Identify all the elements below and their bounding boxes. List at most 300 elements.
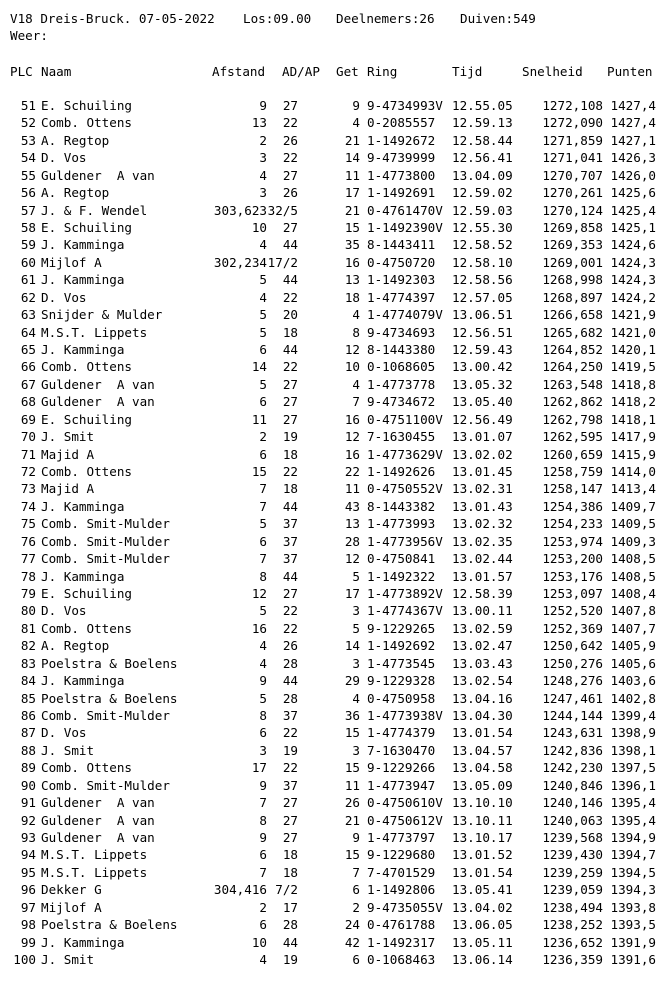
cell-naam: Guldener A van bbox=[41, 812, 155, 828]
deelnemers-count: Deelnemers:26 bbox=[336, 11, 435, 26]
cell-tijd: 12.56.49 bbox=[452, 411, 513, 427]
cell-plc: 55 bbox=[20, 167, 36, 183]
cell-ring: 7-1630470 bbox=[367, 742, 436, 758]
cell-afstand: 8 bbox=[259, 812, 267, 828]
cell-afstand: 3 bbox=[259, 185, 267, 201]
cell-punten: 1424,3 bbox=[610, 254, 656, 270]
cell-tijd: 13.04.30 bbox=[452, 708, 513, 724]
cell-ring: 0-1068463 bbox=[367, 952, 436, 968]
cell-tijd: 13.06.05 bbox=[452, 917, 513, 933]
cell-adap: 32/5 bbox=[267, 202, 298, 218]
cell-naam: Poelstra & Boelens bbox=[41, 690, 178, 706]
column-header bbox=[0, 63, 670, 80]
table-row bbox=[0, 358, 670, 375]
cell-naam: J. Kamminga bbox=[41, 342, 125, 358]
cell-snelheid: 1272,090 bbox=[542, 115, 603, 131]
cell-plc: 61 bbox=[20, 272, 36, 288]
cell-naam: J. Kamminga bbox=[41, 237, 125, 253]
cell-ring: 0-4751100V bbox=[367, 411, 443, 427]
cell-tijd: 13.04.57 bbox=[452, 742, 513, 758]
cell-adap: 27 bbox=[282, 411, 298, 427]
cell-afstand: 303,623 bbox=[213, 202, 267, 218]
cell-plc: 64 bbox=[20, 324, 36, 340]
cell-adap: 18 bbox=[282, 324, 298, 340]
cell-naam: Comb. Ottens bbox=[41, 464, 132, 480]
cell-plc: 71 bbox=[20, 446, 36, 462]
table-row bbox=[0, 236, 670, 253]
table-row bbox=[0, 794, 670, 811]
cell-plc: 62 bbox=[20, 289, 36, 305]
cell-tijd: 12.56.51 bbox=[452, 324, 513, 340]
cell-afstand: 6 bbox=[259, 394, 267, 410]
cell-ring: 1-4773956V bbox=[367, 533, 443, 549]
cell-ring: 1-4774079V bbox=[367, 307, 443, 323]
cell-adap: 26 bbox=[282, 132, 298, 148]
cell-snelheid: 1262,862 bbox=[542, 394, 603, 410]
cell-ring: 1-4774397 bbox=[367, 289, 436, 305]
cell-snelheid: 1264,852 bbox=[542, 342, 603, 358]
cell-ring: 8-1443411 bbox=[367, 237, 436, 253]
cell-afstand: 8 bbox=[259, 568, 267, 584]
cell-naam: J. Smit bbox=[41, 429, 95, 445]
cell-get: 16 bbox=[344, 254, 360, 270]
cell-punten: 1424,2 bbox=[610, 289, 656, 305]
cell-naam: Mijlof A bbox=[41, 899, 102, 915]
cell-adap: 17 bbox=[282, 899, 298, 915]
cell-get: 17 bbox=[344, 185, 360, 201]
cell-ring: 1-1492322 bbox=[367, 568, 436, 584]
cell-naam: E. Schuiling bbox=[41, 586, 132, 602]
cell-snelheid: 1254,233 bbox=[542, 516, 603, 532]
cell-tijd: 13.05.32 bbox=[452, 376, 513, 392]
cell-tijd: 13.01.07 bbox=[452, 429, 513, 445]
cell-snelheid: 1236,359 bbox=[542, 952, 603, 968]
cell-snelheid: 1239,059 bbox=[542, 882, 603, 898]
cell-get: 14 bbox=[344, 638, 360, 654]
cell-snelheid: 1268,998 bbox=[542, 272, 603, 288]
cell-ring: 1-1492692 bbox=[367, 638, 436, 654]
table-row bbox=[0, 132, 670, 149]
cell-punten: 1414,0 bbox=[610, 464, 656, 480]
cell-naam: Snijder & Mulder bbox=[41, 307, 163, 323]
cell-afstand: 8 bbox=[259, 708, 267, 724]
cell-get: 29 bbox=[344, 673, 360, 689]
cell-snelheid: 1253,097 bbox=[542, 586, 603, 602]
cell-snelheid: 1271,041 bbox=[542, 150, 603, 166]
cell-plc: 75 bbox=[20, 516, 36, 532]
cell-snelheid: 1242,230 bbox=[542, 760, 603, 776]
cell-afstand: 14 bbox=[251, 359, 267, 375]
col-plc: PLC bbox=[10, 64, 33, 79]
cell-ring: 8-1443380 bbox=[367, 342, 436, 358]
cell-naam: Comb. Smit-Mulder bbox=[41, 777, 170, 793]
cell-adap: 18 bbox=[282, 481, 298, 497]
cell-punten: 1398,9 bbox=[610, 725, 656, 741]
cell-punten: 1391,6 bbox=[610, 952, 656, 968]
table-row bbox=[0, 202, 670, 219]
cell-get: 3 bbox=[352, 742, 360, 758]
cell-adap: 44 bbox=[282, 568, 298, 584]
cell-ring: 1-4773993 bbox=[367, 516, 436, 532]
cell-tijd: 13.05.11 bbox=[452, 934, 513, 950]
cell-adap: 7/2 bbox=[275, 882, 298, 898]
cell-afstand: 304,416 bbox=[213, 882, 267, 898]
cell-punten: 1405,6 bbox=[610, 655, 656, 671]
cell-afstand: 6 bbox=[259, 725, 267, 741]
cell-ring: 1-1492806 bbox=[367, 882, 436, 898]
cell-ring: 0-4750720 bbox=[367, 254, 436, 270]
cell-snelheid: 1239,259 bbox=[542, 864, 603, 880]
cell-adap: 19 bbox=[282, 429, 298, 445]
cell-snelheid: 1264,250 bbox=[542, 359, 603, 375]
cell-adap: 26 bbox=[282, 185, 298, 201]
cell-adap: 22 bbox=[282, 725, 298, 741]
cell-plc: 74 bbox=[20, 498, 36, 514]
cell-afstand: 2 bbox=[259, 429, 267, 445]
cell-tijd: 13.02.32 bbox=[452, 516, 513, 532]
cell-ring: 0-4750841 bbox=[367, 551, 436, 567]
cell-ring: 9-1229680 bbox=[367, 847, 436, 863]
cell-ring: 9-4734672 bbox=[367, 394, 436, 410]
cell-snelheid: 1265,682 bbox=[542, 324, 603, 340]
cell-adap: 17/2 bbox=[267, 254, 298, 270]
cell-punten: 1409,3 bbox=[610, 533, 656, 549]
cell-adap: 19 bbox=[282, 952, 298, 968]
cell-punten: 1395,4 bbox=[610, 795, 656, 811]
cell-adap: 37 bbox=[282, 516, 298, 532]
cell-naam: Guldener A van bbox=[41, 394, 155, 410]
cell-get: 22 bbox=[344, 464, 360, 480]
table-row bbox=[0, 951, 670, 968]
cell-plc: 96 bbox=[20, 882, 36, 898]
cell-snelheid: 1242,836 bbox=[542, 742, 603, 758]
cell-snelheid: 1238,494 bbox=[542, 899, 603, 915]
table-row bbox=[0, 742, 670, 759]
cell-adap: 27 bbox=[282, 376, 298, 392]
table-row bbox=[0, 271, 670, 288]
cell-get: 8 bbox=[352, 324, 360, 340]
cell-afstand: 7 bbox=[259, 481, 267, 497]
cell-adap: 27 bbox=[282, 830, 298, 846]
cell-tijd: 13.06.51 bbox=[452, 307, 513, 323]
cell-snelheid: 1263,548 bbox=[542, 376, 603, 392]
cell-afstand: 7 bbox=[259, 795, 267, 811]
cell-naam: Mijlof A bbox=[41, 254, 102, 270]
cell-afstand: 6 bbox=[259, 847, 267, 863]
cell-snelheid: 1254,386 bbox=[542, 498, 603, 514]
cell-punten: 1408,4 bbox=[610, 586, 656, 602]
cell-tijd: 13.02.35 bbox=[452, 533, 513, 549]
cell-ring: 1-1492691 bbox=[367, 185, 436, 201]
cell-adap: 28 bbox=[282, 655, 298, 671]
col-afstand: Afstand bbox=[212, 64, 266, 79]
cell-punten: 1396,1 bbox=[610, 777, 656, 793]
cell-tijd: 13.01.54 bbox=[452, 725, 513, 741]
cell-adap: 44 bbox=[282, 934, 298, 950]
cell-ring: 0-4750610V bbox=[367, 795, 443, 811]
cell-punten: 1415,9 bbox=[610, 446, 656, 462]
cell-get: 26 bbox=[344, 795, 360, 811]
cell-snelheid: 1270,261 bbox=[542, 185, 603, 201]
cell-get: 11 bbox=[344, 167, 360, 183]
cell-naam: Guldener A van bbox=[41, 376, 155, 392]
cell-afstand: 6 bbox=[259, 917, 267, 933]
table-row bbox=[0, 934, 670, 951]
cell-get: 15 bbox=[344, 220, 360, 235]
cell-adap: 22 bbox=[282, 620, 298, 636]
table-row bbox=[0, 219, 670, 236]
cell-ring: 0-2085557 bbox=[367, 115, 436, 131]
cell-get: 9 bbox=[352, 98, 360, 113]
cell-snelheid: 1270,707 bbox=[542, 167, 603, 183]
cell-snelheid: 1236,652 bbox=[542, 934, 603, 950]
cell-get: 7 bbox=[352, 864, 360, 880]
cell-snelheid: 1248,276 bbox=[542, 673, 603, 689]
cell-ring: 1-4774367V bbox=[367, 603, 443, 619]
cell-snelheid: 1270,124 bbox=[542, 202, 603, 218]
cell-adap: 18 bbox=[282, 864, 298, 880]
cell-snelheid: 1250,276 bbox=[542, 655, 603, 671]
cell-adap: 18 bbox=[282, 847, 298, 863]
cell-snelheid: 1272,108 bbox=[542, 98, 603, 113]
cell-plc: 88 bbox=[20, 742, 36, 758]
cell-get: 6 bbox=[352, 952, 360, 968]
table-row bbox=[0, 533, 670, 550]
cell-ring: 1-4773778 bbox=[367, 376, 436, 392]
cell-tijd: 13.10.17 bbox=[452, 830, 513, 846]
table-row bbox=[0, 637, 670, 654]
cell-tijd: 13.02.47 bbox=[452, 638, 513, 654]
cell-adap: 44 bbox=[282, 342, 298, 358]
cell-plc: 72 bbox=[20, 464, 36, 480]
cell-naam: Poelstra & Boelens bbox=[41, 917, 178, 933]
cell-tijd: 13.02.59 bbox=[452, 620, 513, 636]
cell-punten: 1403,6 bbox=[610, 673, 656, 689]
table-row bbox=[0, 289, 670, 306]
cell-punten: 1418,1 bbox=[610, 411, 656, 427]
cell-punten: 1425,6 bbox=[610, 185, 656, 201]
table-row bbox=[0, 184, 670, 201]
col-adap: AD/AP bbox=[282, 64, 320, 79]
cell-afstand: 16 bbox=[251, 620, 267, 636]
cell-ring: 8-1443382 bbox=[367, 498, 436, 514]
cell-tijd: 13.06.14 bbox=[452, 952, 513, 968]
cell-naam: Guldener A van bbox=[41, 795, 155, 811]
cell-tijd: 13.04.02 bbox=[452, 899, 513, 915]
cell-get: 4 bbox=[352, 376, 360, 392]
cell-get: 15 bbox=[344, 725, 360, 741]
col-get: Get bbox=[336, 64, 359, 79]
cell-plc: 92 bbox=[20, 812, 36, 828]
cell-punten: 1418,8 bbox=[610, 376, 656, 392]
cell-plc: 58 bbox=[20, 220, 36, 235]
cell-ring: 0-4750552V bbox=[367, 481, 443, 497]
cell-ring: 1-1492390V bbox=[367, 220, 443, 235]
cell-tijd: 12.58.44 bbox=[452, 132, 513, 148]
cell-get: 36 bbox=[344, 708, 360, 724]
cell-snelheid: 1260,659 bbox=[542, 446, 603, 462]
cell-adap: 19 bbox=[282, 742, 298, 758]
cell-tijd: 12.55.05 bbox=[452, 98, 513, 113]
cell-naam: Comb. Ottens bbox=[41, 620, 132, 636]
cell-adap: 37 bbox=[282, 533, 298, 549]
cell-naam: J. Kamminga bbox=[41, 568, 125, 584]
cell-tijd: 13.01.57 bbox=[452, 568, 513, 584]
cell-naam: Majid A bbox=[41, 446, 95, 462]
cell-ring: 0-4750612V bbox=[367, 812, 443, 828]
cell-punten: 1419,5 bbox=[610, 359, 656, 375]
cell-naam: A. Regtop bbox=[41, 185, 110, 201]
cell-naam: M.S.T. Lippets bbox=[41, 324, 148, 340]
cell-punten: 1399,4 bbox=[610, 708, 656, 724]
cell-afstand: 6 bbox=[259, 446, 267, 462]
cell-plc: 84 bbox=[20, 673, 36, 689]
cell-adap: 22 bbox=[282, 760, 298, 776]
cell-snelheid: 1252,520 bbox=[542, 603, 603, 619]
cell-get: 3 bbox=[352, 603, 360, 619]
cell-ring: 1-1492672 bbox=[367, 132, 436, 148]
cell-adap: 37 bbox=[282, 708, 298, 724]
cell-naam: A. Regtop bbox=[41, 132, 110, 148]
table-row bbox=[0, 341, 670, 358]
cell-afstand: 302,234 bbox=[213, 254, 267, 270]
cell-tijd: 12.59.03 bbox=[452, 202, 513, 218]
cell-plc: 60 bbox=[20, 254, 36, 270]
cell-naam: J. Smit bbox=[41, 742, 95, 758]
cell-tijd: 12.56.41 bbox=[452, 150, 513, 166]
cell-snelheid: 1253,176 bbox=[542, 568, 603, 584]
cell-get: 12 bbox=[344, 551, 360, 567]
cell-punten: 1395,4 bbox=[610, 812, 656, 828]
cell-plc: 95 bbox=[20, 864, 36, 880]
cell-ring: 9-4735055V bbox=[367, 899, 443, 915]
cell-plc: 99 bbox=[20, 934, 36, 950]
cell-plc: 81 bbox=[20, 620, 36, 636]
cell-afstand: 11 bbox=[251, 411, 267, 427]
cell-tijd: 12.59.43 bbox=[452, 342, 513, 358]
cell-tijd: 13.02.02 bbox=[452, 446, 513, 462]
cell-punten: 1425,1 bbox=[610, 220, 656, 235]
cell-punten: 1426,0 bbox=[610, 167, 656, 183]
cell-get: 4 bbox=[352, 690, 360, 706]
col-snelheid: Snelheid bbox=[522, 64, 583, 79]
cell-plc: 66 bbox=[20, 359, 36, 375]
cell-ring: 1-4773545 bbox=[367, 655, 436, 671]
cell-adap: 20 bbox=[282, 307, 298, 323]
col-tijd: Tijd bbox=[452, 64, 483, 79]
cell-adap: 28 bbox=[282, 917, 298, 933]
cell-tijd: 13.01.52 bbox=[452, 847, 513, 863]
cell-afstand: 5 bbox=[259, 516, 267, 532]
cell-adap: 22 bbox=[282, 150, 298, 166]
cell-get: 13 bbox=[344, 272, 360, 288]
cell-punten: 1408,5 bbox=[610, 568, 656, 584]
cell-adap: 18 bbox=[282, 446, 298, 462]
table-row bbox=[0, 114, 670, 131]
table-row bbox=[0, 97, 670, 114]
table-row bbox=[0, 428, 670, 445]
cell-snelheid: 1243,631 bbox=[542, 725, 603, 741]
cell-plc: 65 bbox=[20, 342, 36, 358]
cell-tijd: 13.04.09 bbox=[452, 167, 513, 183]
table-row bbox=[0, 376, 670, 393]
cell-tijd: 13.10.11 bbox=[452, 812, 513, 828]
cell-punten: 1421,0 bbox=[610, 324, 656, 340]
cell-get: 17 bbox=[344, 586, 360, 602]
table-row bbox=[0, 306, 670, 323]
cell-ring: 1-1492317 bbox=[367, 934, 436, 950]
cell-afstand: 10 bbox=[251, 220, 267, 235]
cell-ring: 7-1630455 bbox=[367, 429, 436, 445]
cell-get: 15 bbox=[344, 847, 360, 863]
cell-afstand: 5 bbox=[259, 690, 267, 706]
cell-naam: Guldener A van bbox=[41, 830, 155, 846]
cell-ring: 1-4773938V bbox=[367, 708, 443, 724]
cell-plc: 57 bbox=[20, 202, 36, 218]
cell-adap: 22 bbox=[282, 464, 298, 480]
cell-naam: A. Regtop bbox=[41, 638, 110, 654]
cell-naam: D. Vos bbox=[41, 725, 87, 741]
cell-tijd: 13.03.43 bbox=[452, 655, 513, 671]
cell-ring: 1-4773800 bbox=[367, 167, 436, 183]
cell-plc: 82 bbox=[20, 638, 36, 654]
cell-afstand: 2 bbox=[259, 899, 267, 915]
cell-ring: 1-4773947 bbox=[367, 777, 436, 793]
cell-punten: 1421,9 bbox=[610, 307, 656, 323]
cell-tijd: 13.02.44 bbox=[452, 551, 513, 567]
cell-plc: 68 bbox=[20, 394, 36, 410]
table-row bbox=[0, 480, 670, 497]
race-header bbox=[10, 10, 536, 27]
cell-punten: 1398,1 bbox=[610, 742, 656, 758]
race-title: V18 Dreis-Bruck. 07-05-2022 bbox=[10, 11, 215, 26]
cell-naam: Poelstra & Boelens bbox=[41, 655, 178, 671]
table-row bbox=[0, 881, 670, 898]
cell-afstand: 15 bbox=[251, 464, 267, 480]
cell-get: 11 bbox=[344, 481, 360, 497]
cell-snelheid: 1240,846 bbox=[542, 777, 603, 793]
cell-adap: 22 bbox=[282, 289, 298, 305]
cell-afstand: 5 bbox=[259, 603, 267, 619]
cell-plc: 69 bbox=[20, 411, 36, 427]
cell-plc: 73 bbox=[20, 481, 36, 497]
cell-afstand: 7 bbox=[259, 551, 267, 567]
cell-afstand: 6 bbox=[259, 533, 267, 549]
table-row bbox=[0, 724, 670, 741]
cell-get: 42 bbox=[344, 934, 360, 950]
cell-adap: 44 bbox=[282, 237, 298, 253]
weather-line bbox=[10, 27, 48, 44]
cell-naam: J. Kamminga bbox=[41, 272, 125, 288]
cell-tijd: 13.01.54 bbox=[452, 864, 513, 880]
cell-snelheid: 1262,595 bbox=[542, 429, 603, 445]
cell-tijd: 13.05.40 bbox=[452, 394, 513, 410]
cell-tijd: 13.00.11 bbox=[452, 603, 513, 619]
cell-naam: E. Schuiling bbox=[41, 411, 132, 427]
cell-punten: 1394,5 bbox=[610, 864, 656, 880]
cell-naam: D. Vos bbox=[41, 603, 87, 619]
cell-ring: 9-1229266 bbox=[367, 760, 436, 776]
cell-afstand: 4 bbox=[259, 237, 267, 253]
cell-naam: J. Kamminga bbox=[41, 934, 125, 950]
cell-get: 9 bbox=[352, 830, 360, 846]
cell-plc: 86 bbox=[20, 708, 36, 724]
cell-afstand: 5 bbox=[259, 307, 267, 323]
cell-punten: 1409,7 bbox=[610, 498, 656, 514]
table-row bbox=[0, 620, 670, 637]
cell-snelheid: 1271,859 bbox=[542, 132, 603, 148]
cell-adap: 37 bbox=[282, 777, 298, 793]
